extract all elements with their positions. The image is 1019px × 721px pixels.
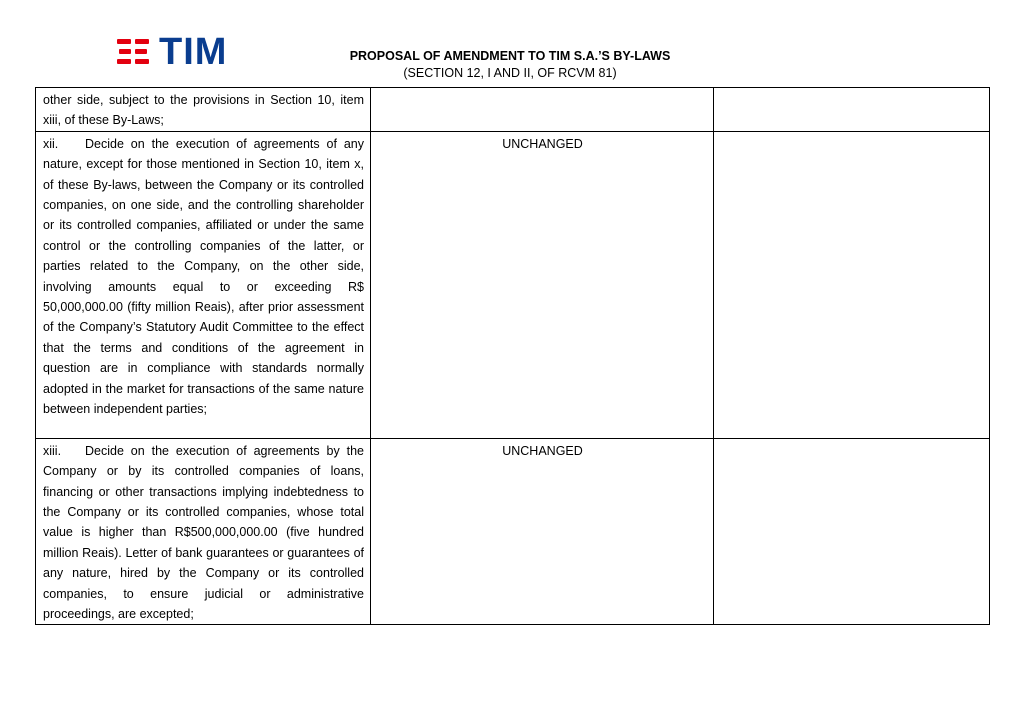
document-subtitle: (SECTION 12, I AND II, OF RCVM 81)	[403, 66, 617, 80]
document-title: PROPOSAL OF AMENDMENT TO TIM S.A.’S BY-LAWS	[349, 49, 671, 63]
current-text: other side, subject to the provisions in Section 10, item xiii, of these By-Laws;	[43, 93, 364, 128]
justification-cell	[714, 131, 990, 438]
current-text: Decide on the execution of agreements by the Company or by its controlled companies of loans, financing or other transactions implying indebtedness to the Company or its controlled companies, whose total value is higher than R$500,000,000.00 (five hundred million Reais). Letter of bank guarantees or guarantees of any nature, hired by the Company or its controlled companies, to ensure judicial or administrative proceedings, are excepted;	[43, 443, 364, 622]
proposal-cell	[371, 131, 714, 438]
current-text-cell	[36, 438, 371, 625]
table-row	[36, 88, 990, 132]
tim-logo-text: TIM	[159, 31, 228, 73]
proposal-text: UNCHANGED	[502, 443, 583, 458]
table-row	[36, 131, 990, 438]
document-header	[260, 48, 760, 82]
justification-cell	[714, 88, 990, 132]
justification-cell	[714, 438, 990, 625]
item-number: xiii.	[43, 443, 62, 458]
current-text-cell	[36, 131, 371, 438]
current-text: Decide on the execution of agreements of any nature, except for those mentioned in Section 10, item x, of these By-laws, between the Company or its controlled companies, on one side, and the controlling shareholder or its controlled companies, affiliated or under the same control or the controlling companies of the latter, or parties related to the Company, on the other side, involving amounts equal to or exceeding R$ 50,000,000.00 (fifty million Reais), after prior assessment of the Company’s Statutory Audit Committee to the effect that the terms and conditions of the agreement in question are in compliance with standards normally adopted in the market for transactions of the same nature between independent parties;	[43, 136, 364, 417]
proposal-text: UNCHANGED	[502, 136, 583, 151]
amendment-table	[35, 87, 990, 625]
item-number: xii.	[43, 136, 59, 151]
current-text-cell	[36, 88, 371, 132]
table-row	[36, 438, 990, 625]
tim-logo-mark-icon	[117, 37, 153, 67]
proposal-cell	[371, 438, 714, 625]
proposal-cell	[371, 88, 714, 132]
tim-logo	[117, 31, 228, 73]
